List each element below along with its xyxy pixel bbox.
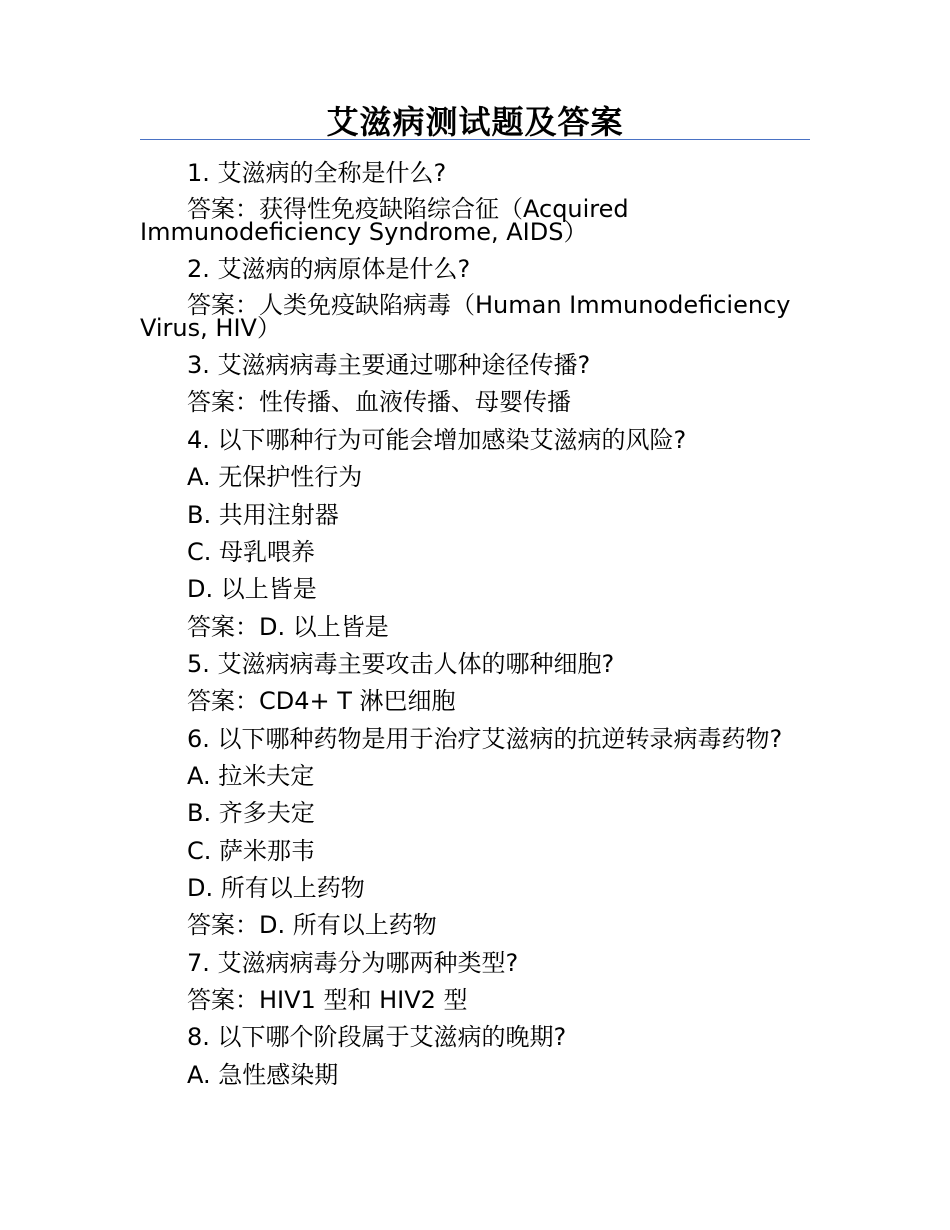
option-6b: B. 齐多夫定 <box>187 799 315 827</box>
option-6c: C. 萨米那韦 <box>187 837 316 865</box>
question-6: 6. 以下哪种药物是用于治疗艾滋病的抗逆转录病毒药物? <box>187 725 783 753</box>
question-7: 7. 艾滋病病毒分为哪两种类型? <box>187 949 519 977</box>
option-4c: C. 母乳喂养 <box>187 538 316 566</box>
question-1: 1. 艾滋病的全称是什么? <box>187 159 447 187</box>
question-5: 5. 艾滋病病毒主要攻击人体的哪种细胞? <box>187 650 615 678</box>
answer-4: 答案：D. 以上皆是 <box>187 613 389 641</box>
option-4d: D. 以上皆是 <box>187 575 317 603</box>
answer-7: 答案：HIV1 型和 HIV2 型 <box>187 986 468 1014</box>
question-3: 3. 艾滋病病毒主要通过哪种途径传播? <box>187 351 591 379</box>
option-6a: A. 拉米夫定 <box>187 762 315 790</box>
answer-2: 答案：人类免疫缺陷病毒（Human Immunodeficiency Virus, HIV） <box>140 291 791 342</box>
answer-3: 答案：性传播、血液传播、母婴传播 <box>187 388 571 416</box>
answer-6: 答案：D. 所有以上药物 <box>187 911 437 939</box>
option-8a: A. 急性感染期 <box>187 1061 339 1089</box>
option-6d: D. 所有以上药物 <box>187 874 365 902</box>
answer-1: 答案：获得性免疫缺陷综合征（Acquired Immunodeficiency Syndrome, AIDS） <box>140 195 629 246</box>
title-underline <box>140 139 810 140</box>
answer-5: 答案：CD4+ T 淋巴细胞 <box>187 687 456 715</box>
document-title: 艾滋病测试题及答案 <box>326 103 624 141</box>
question-4: 4. 以下哪种行为可能会增加感染艾滋病的风险? <box>187 426 687 454</box>
option-4a: A. 无保护性行为 <box>187 463 363 491</box>
question-2: 2. 艾滋病的病原体是什么? <box>187 255 471 283</box>
question-8: 8. 以下哪个阶段属于艾滋病的晚期? <box>187 1023 567 1051</box>
option-4b: B. 共用注射器 <box>187 501 339 529</box>
